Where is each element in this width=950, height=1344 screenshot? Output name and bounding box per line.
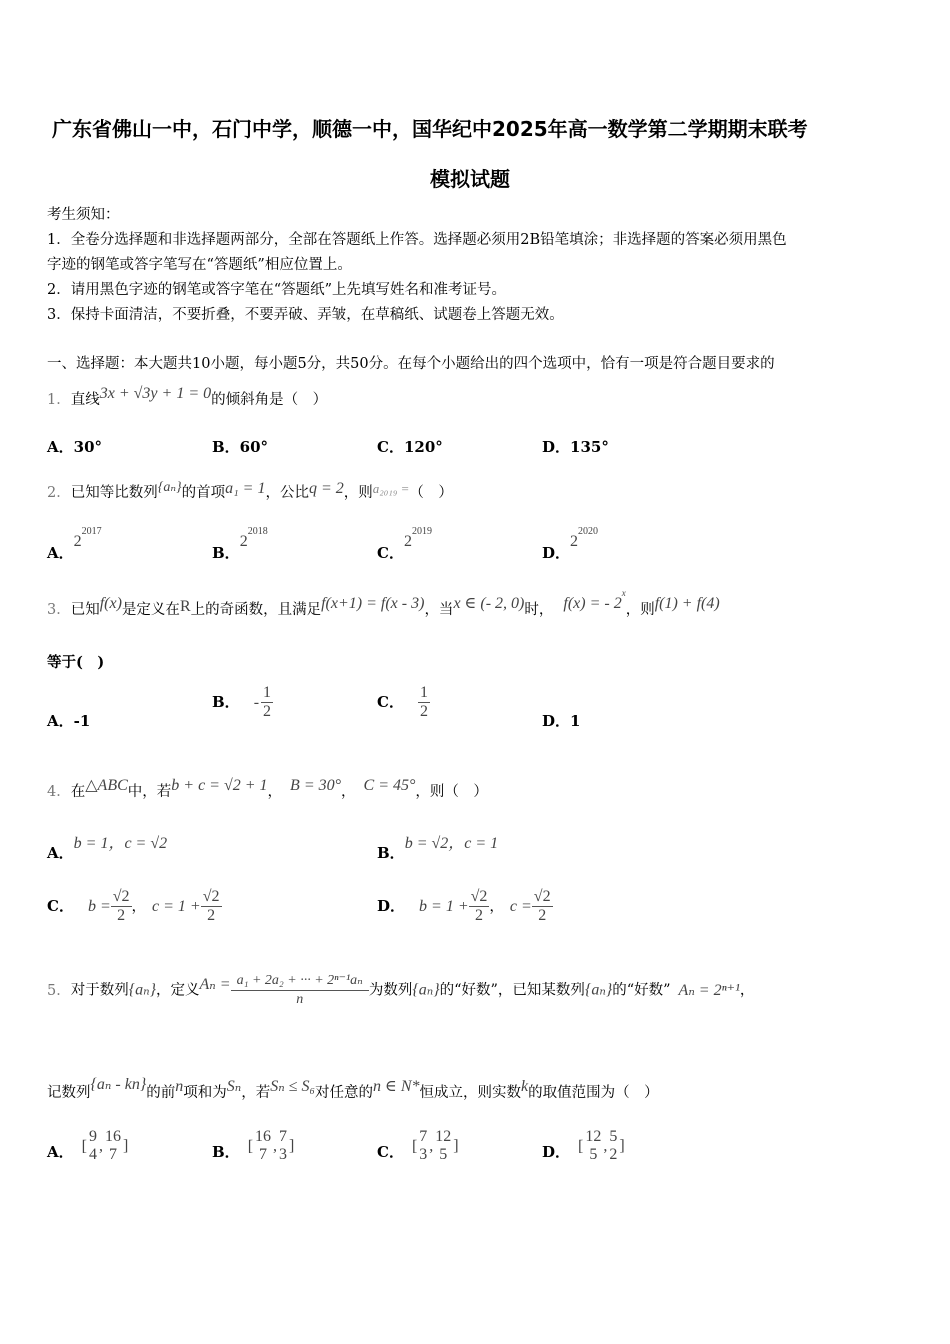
q5-t6: ， bbox=[739, 982, 755, 999]
q5-t5: 的“好数” bbox=[612, 982, 671, 999]
q3-option-d[interactable]: D．1 bbox=[542, 712, 581, 730]
q2-sequence: {aₙ} bbox=[157, 480, 182, 495]
q5-option-a[interactable]: A． [ 9 4 , 16 7 ] bbox=[47, 1128, 129, 1163]
q5-good-number: Aₙ = 2ⁿ⁺¹ bbox=[678, 981, 740, 999]
q4-option-b[interactable]: B．b = √2，c = 1 bbox=[377, 835, 499, 862]
q5-n: n bbox=[175, 1078, 184, 1095]
note-3: 3．保持卡面清洁，不要折叠，不要弄破、弄皱，在草稿纸、试题卷上答题无效。 bbox=[47, 307, 564, 323]
q4-t5: ，则（ ） bbox=[415, 784, 488, 800]
question-1 bbox=[47, 385, 328, 409]
q5-option-d[interactable]: D． [ 12 5 , 5 2 ] bbox=[542, 1128, 625, 1163]
note-1a: 1．全卷分选择题和非选择题两部分，全部在答题纸上作答。选择题必须用2B铅笔填涂；非选择题的答案必须用黑色 bbox=[47, 232, 787, 248]
q3-t3: 上的奇函数，且满足 bbox=[190, 602, 322, 618]
q4-angle-b: B = 30° bbox=[290, 777, 342, 794]
q3-c-fraction: $\frac{1}{2}$ bbox=[419, 684, 428, 720]
q3-option-c[interactable]: C． $\frac{1}{2}$ bbox=[377, 684, 428, 720]
page-title-line2: 模拟试题 bbox=[430, 167, 510, 191]
q5-t11: 对任意的 bbox=[315, 1085, 374, 1101]
q5-t4: 的“好数”，已知某数列 bbox=[439, 982, 585, 999]
q3-t1: 已知 bbox=[70, 602, 100, 618]
q1-option-d[interactable]: D．135° bbox=[542, 438, 609, 456]
q4-cond1: b + c = √2 + 1 bbox=[171, 777, 268, 794]
question-5-line2 bbox=[47, 1076, 659, 1102]
q2-a1: a₁ = 1 bbox=[225, 480, 266, 497]
q1-option-a[interactable]: A．30° bbox=[47, 438, 103, 456]
q2-option-b[interactable]: B．$2^{2018}$ bbox=[212, 525, 268, 562]
q4-t1: 在 bbox=[70, 784, 86, 800]
q5-t10: ，若 bbox=[241, 1085, 271, 1101]
q1-number: 1． bbox=[47, 392, 71, 408]
q5-number: 5． bbox=[47, 982, 71, 999]
q5-t9: 项和为 bbox=[183, 1085, 227, 1101]
q5-Sn: Sₙ bbox=[226, 1078, 242, 1095]
q3-t6: ，则 bbox=[625, 602, 655, 618]
q5-t12: 恒成立，则实数 bbox=[419, 1085, 522, 1101]
note-1b: 字迹的钢笔或答字笔写在“答题纸”相应位置上。 bbox=[47, 257, 352, 273]
question-3 bbox=[47, 588, 720, 619]
q2-option-c[interactable]: C．$2^{2019}$ bbox=[377, 525, 432, 562]
q5-t7: 记数列 bbox=[47, 1085, 91, 1101]
question-2 bbox=[47, 481, 453, 502]
page-title-line1: 广东省佛山一中，石门中学，顺德一中，国华纪中2025年高一数学第二学期期末联考 bbox=[52, 117, 808, 141]
q5-t8: 的前 bbox=[146, 1085, 176, 1101]
q5-t2: ，定义 bbox=[156, 982, 200, 999]
q1-pre: 直线 bbox=[70, 392, 100, 408]
q2-number: 2． bbox=[47, 485, 71, 501]
q2-ratio: q = 2 bbox=[308, 480, 344, 497]
q3-R: R bbox=[179, 598, 191, 615]
q3-fx-exp: x bbox=[621, 588, 626, 599]
q3-sum: f(1) + f(4) bbox=[654, 595, 720, 612]
q5-k: k bbox=[521, 1078, 529, 1095]
q3-t5: 时， bbox=[524, 602, 554, 618]
q1-post: 的倾斜角是（ ） bbox=[211, 392, 328, 408]
q5-sequence: {aₙ} bbox=[128, 981, 157, 999]
q3-option-b[interactable]: B． - $\frac{1}{2}$ bbox=[212, 684, 272, 720]
q3-domain: x ∈ (- 2, 0) bbox=[453, 595, 525, 612]
q3-number: 3． bbox=[47, 602, 71, 618]
q3-b-fraction: $\frac{1}{2}$ bbox=[263, 684, 272, 720]
q5-t1: 对于数列 bbox=[70, 982, 129, 999]
q5-option-c[interactable]: C． [ 7 3 , 12 5 ] bbox=[377, 1128, 459, 1163]
q3-option-a[interactable]: A．-1 bbox=[47, 712, 91, 730]
q4-t4: ， bbox=[341, 784, 356, 800]
q3-fx: f(x) = - 2 bbox=[563, 595, 622, 612]
question-5: 5．对于数列{aₙ}，定义Aₙ = $\frac{\text{a₁ + 2a₂ + ··· + 2ⁿ⁻¹aₙ}}{n}$ 为数列{aₙ}的“好数”，已知某数列{aₙ}的“好数” Aₙ = 2ⁿ⁺¹， bbox=[47, 973, 755, 1007]
q5-nN: n ∈ N* bbox=[373, 1078, 420, 1095]
q1-equation: 3x + √3y + 1 = 0 bbox=[99, 385, 212, 402]
q4-t3: ， bbox=[267, 784, 283, 800]
q3-t4: ，当 bbox=[424, 602, 454, 618]
q3-f: f(x) bbox=[99, 595, 122, 612]
q2-option-a[interactable]: A．$2^{2017}$ bbox=[47, 525, 102, 562]
q5-An: Aₙ = bbox=[199, 975, 231, 993]
q5-fraction: $\frac{\text{a₁ + 2a₂ + ··· + 2ⁿ⁻¹aₙ}}{n}$ bbox=[231, 972, 369, 1009]
q5-t13: 的取值范围为（ ） bbox=[528, 1085, 659, 1101]
q5-t3: 为数列 bbox=[368, 982, 413, 999]
q2-t3: ，公比 bbox=[265, 485, 309, 501]
q1-option-b[interactable]: B．60° bbox=[212, 438, 269, 456]
q5-inequality: Sₙ ≤ S₆ bbox=[270, 1078, 316, 1095]
note-2: 2．请用黑色字迹的钢笔或答字笔在“答题纸”上先填写姓名和准考证号。 bbox=[47, 282, 507, 298]
q5-option-b[interactable]: B． [ 16 7 , 7 3 ] bbox=[212, 1128, 295, 1163]
notes-heading: 考生须知： bbox=[47, 207, 120, 223]
q2-t4: ，则 bbox=[343, 485, 373, 501]
q2-option-d[interactable]: D．$2^{2020}$ bbox=[542, 525, 599, 562]
q3-t7: 等于( ) bbox=[47, 654, 105, 671]
q2-t1: 已知等比数列 bbox=[70, 485, 158, 501]
q3-equation: f(x+1) = f(x - 3) bbox=[321, 595, 425, 612]
q4-option-c[interactable]: C． b = $\frac{√2}{2}$ ， c = 1 + $\frac{√2}{2}$ bbox=[47, 888, 220, 924]
question-4 bbox=[47, 777, 488, 801]
q4-angle-c: C = 45° bbox=[363, 777, 416, 794]
q4-triangle: △ABC bbox=[85, 777, 128, 794]
q4-option-a[interactable]: A．b = 1，c = √2 bbox=[47, 835, 168, 862]
q4-t2: 中，若 bbox=[127, 784, 172, 800]
q2-a2019: a₂₀₁₉ = bbox=[372, 481, 410, 496]
q2-t2: 的首项 bbox=[181, 485, 226, 501]
q3-t2: 是定义在 bbox=[121, 602, 180, 618]
q4-option-d[interactable]: D． b = 1 + $\frac{√2}{2}$ ， c = $\frac{√2}{2}$ bbox=[377, 888, 551, 924]
q4-number: 4． bbox=[47, 784, 71, 800]
q2-t5: （ ） bbox=[409, 485, 453, 501]
q5-seq2: {aₙ - kn} bbox=[90, 1076, 147, 1093]
q1-option-c[interactable]: C．120° bbox=[377, 438, 443, 456]
section-header: 一、选择题：本大题共10小题，每小题5分，共50分。在每个小题给出的四个选项中，恰有一项是符合题目要求的 bbox=[47, 356, 775, 372]
